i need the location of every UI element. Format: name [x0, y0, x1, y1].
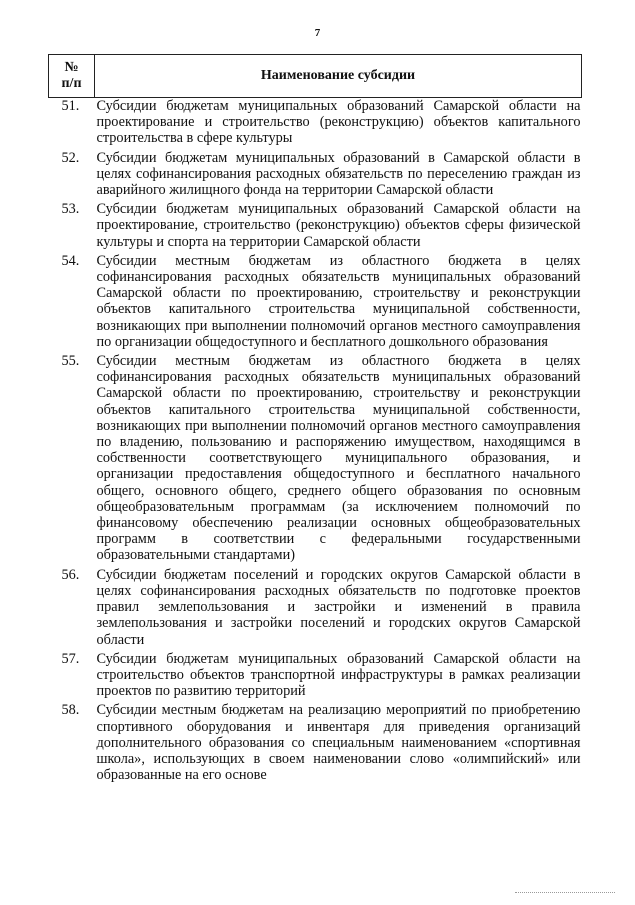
column-header-number-line2: п/п: [61, 76, 82, 91]
table-row: [49, 651, 582, 703]
page-number: 7: [314, 27, 321, 39]
table-row: [49, 150, 582, 202]
row-text: Субсидии местным бюджетам на реализацию мероприятий по приобретению спортивного оборудования и инвентаря для приведения организаций дополнительного образования со специальным наименованием «спортивная школа», использующих в своем наименовании слово «олимпийский» или образованные на его основе: [96, 702, 581, 784]
row-text: Субсидии местным бюджетам из областного бюджета в целях софинансирования расходных обязательств муниципальных образований Самарской области по проектированию, строительству и реконструкции объектов капитального строительства муниципальной собственности, возникающих при выполнении полномочий органов местного самоуправления по владению, пользованию и распоряжению имуществом, находящимся в собственности соответствующего муниципального образования, и организации предоставления общедоступного и бесплатного начального общего, основного общего, среднего общего образования по основным общеобразовательным программам (за исключением полномочий по финансовому обеспечению реализации основных общеобразовательных программ в соответствии с федеральными государственными образовательными стандартами): [96, 353, 581, 564]
table-row: [49, 702, 582, 786]
row-number: 53.: [61, 201, 80, 218]
row-number: 51.: [61, 98, 80, 114]
table-header-row: [49, 55, 582, 98]
column-header-number-line1: №: [64, 60, 79, 75]
row-text: Субсидии бюджетам муниципальных образований в Самарской области в целях софинансирования расходных обязательств по переселению граждан из аварийного жилищного фонда на территории Самарской области: [96, 149, 581, 199]
table-row: [49, 201, 582, 253]
row-text: Субсидии бюджетам муниципальных образований Самарской области на проектирование, строительство (реконструкцию) объектов сферы физической культуры и спорта на территории Самарской области: [96, 201, 581, 250]
table-row: [49, 353, 582, 567]
row-number: 58.: [61, 702, 80, 719]
row-number: 52.: [61, 149, 80, 166]
row-number: 57.: [61, 650, 80, 667]
row-number: 55.: [61, 353, 80, 370]
row-number: 54.: [61, 252, 80, 269]
row-text: Субсидии бюджетам муниципальных образований Самарской области на строительство объектов транспортной инфраструктуры в рамках реализации проектов по развитию территорий: [96, 650, 581, 700]
column-header-name: Наименование субсидии: [95, 55, 582, 98]
subsidy-table: [48, 54, 582, 786]
table-row: [49, 253, 582, 353]
scan-artifact: [515, 892, 615, 899]
row-text: Субсидии местным бюджетам из областного бюджета в целях софинансирования расходных обязательств муниципальных образований Самарской области по проектированию, строительству и реконструкции объектов капитального строительства муниципальной собственности, возникающих при выполнении полномочий органов местного самоуправления по организации общедоступного и бесплатного дошкольного образования: [96, 252, 581, 350]
row-text: Субсидии бюджетам муниципальных образований Самарской области на проектирование и строительство (реконструкцию) объектов капитального строительства в сфере культуры: [96, 98, 581, 147]
table-row: [49, 98, 582, 150]
row-text: Субсидии бюджетам поселений и городских округов Самарской области в целях софинансирования расходных обязательств по подготовке проектов правил землепользования и застройки и изменений в правила землепользования и застройки поселений и городских округов Самарской области: [96, 566, 581, 648]
column-header-number: [49, 55, 95, 98]
table-row: [49, 567, 582, 651]
row-number: 56.: [61, 566, 80, 583]
